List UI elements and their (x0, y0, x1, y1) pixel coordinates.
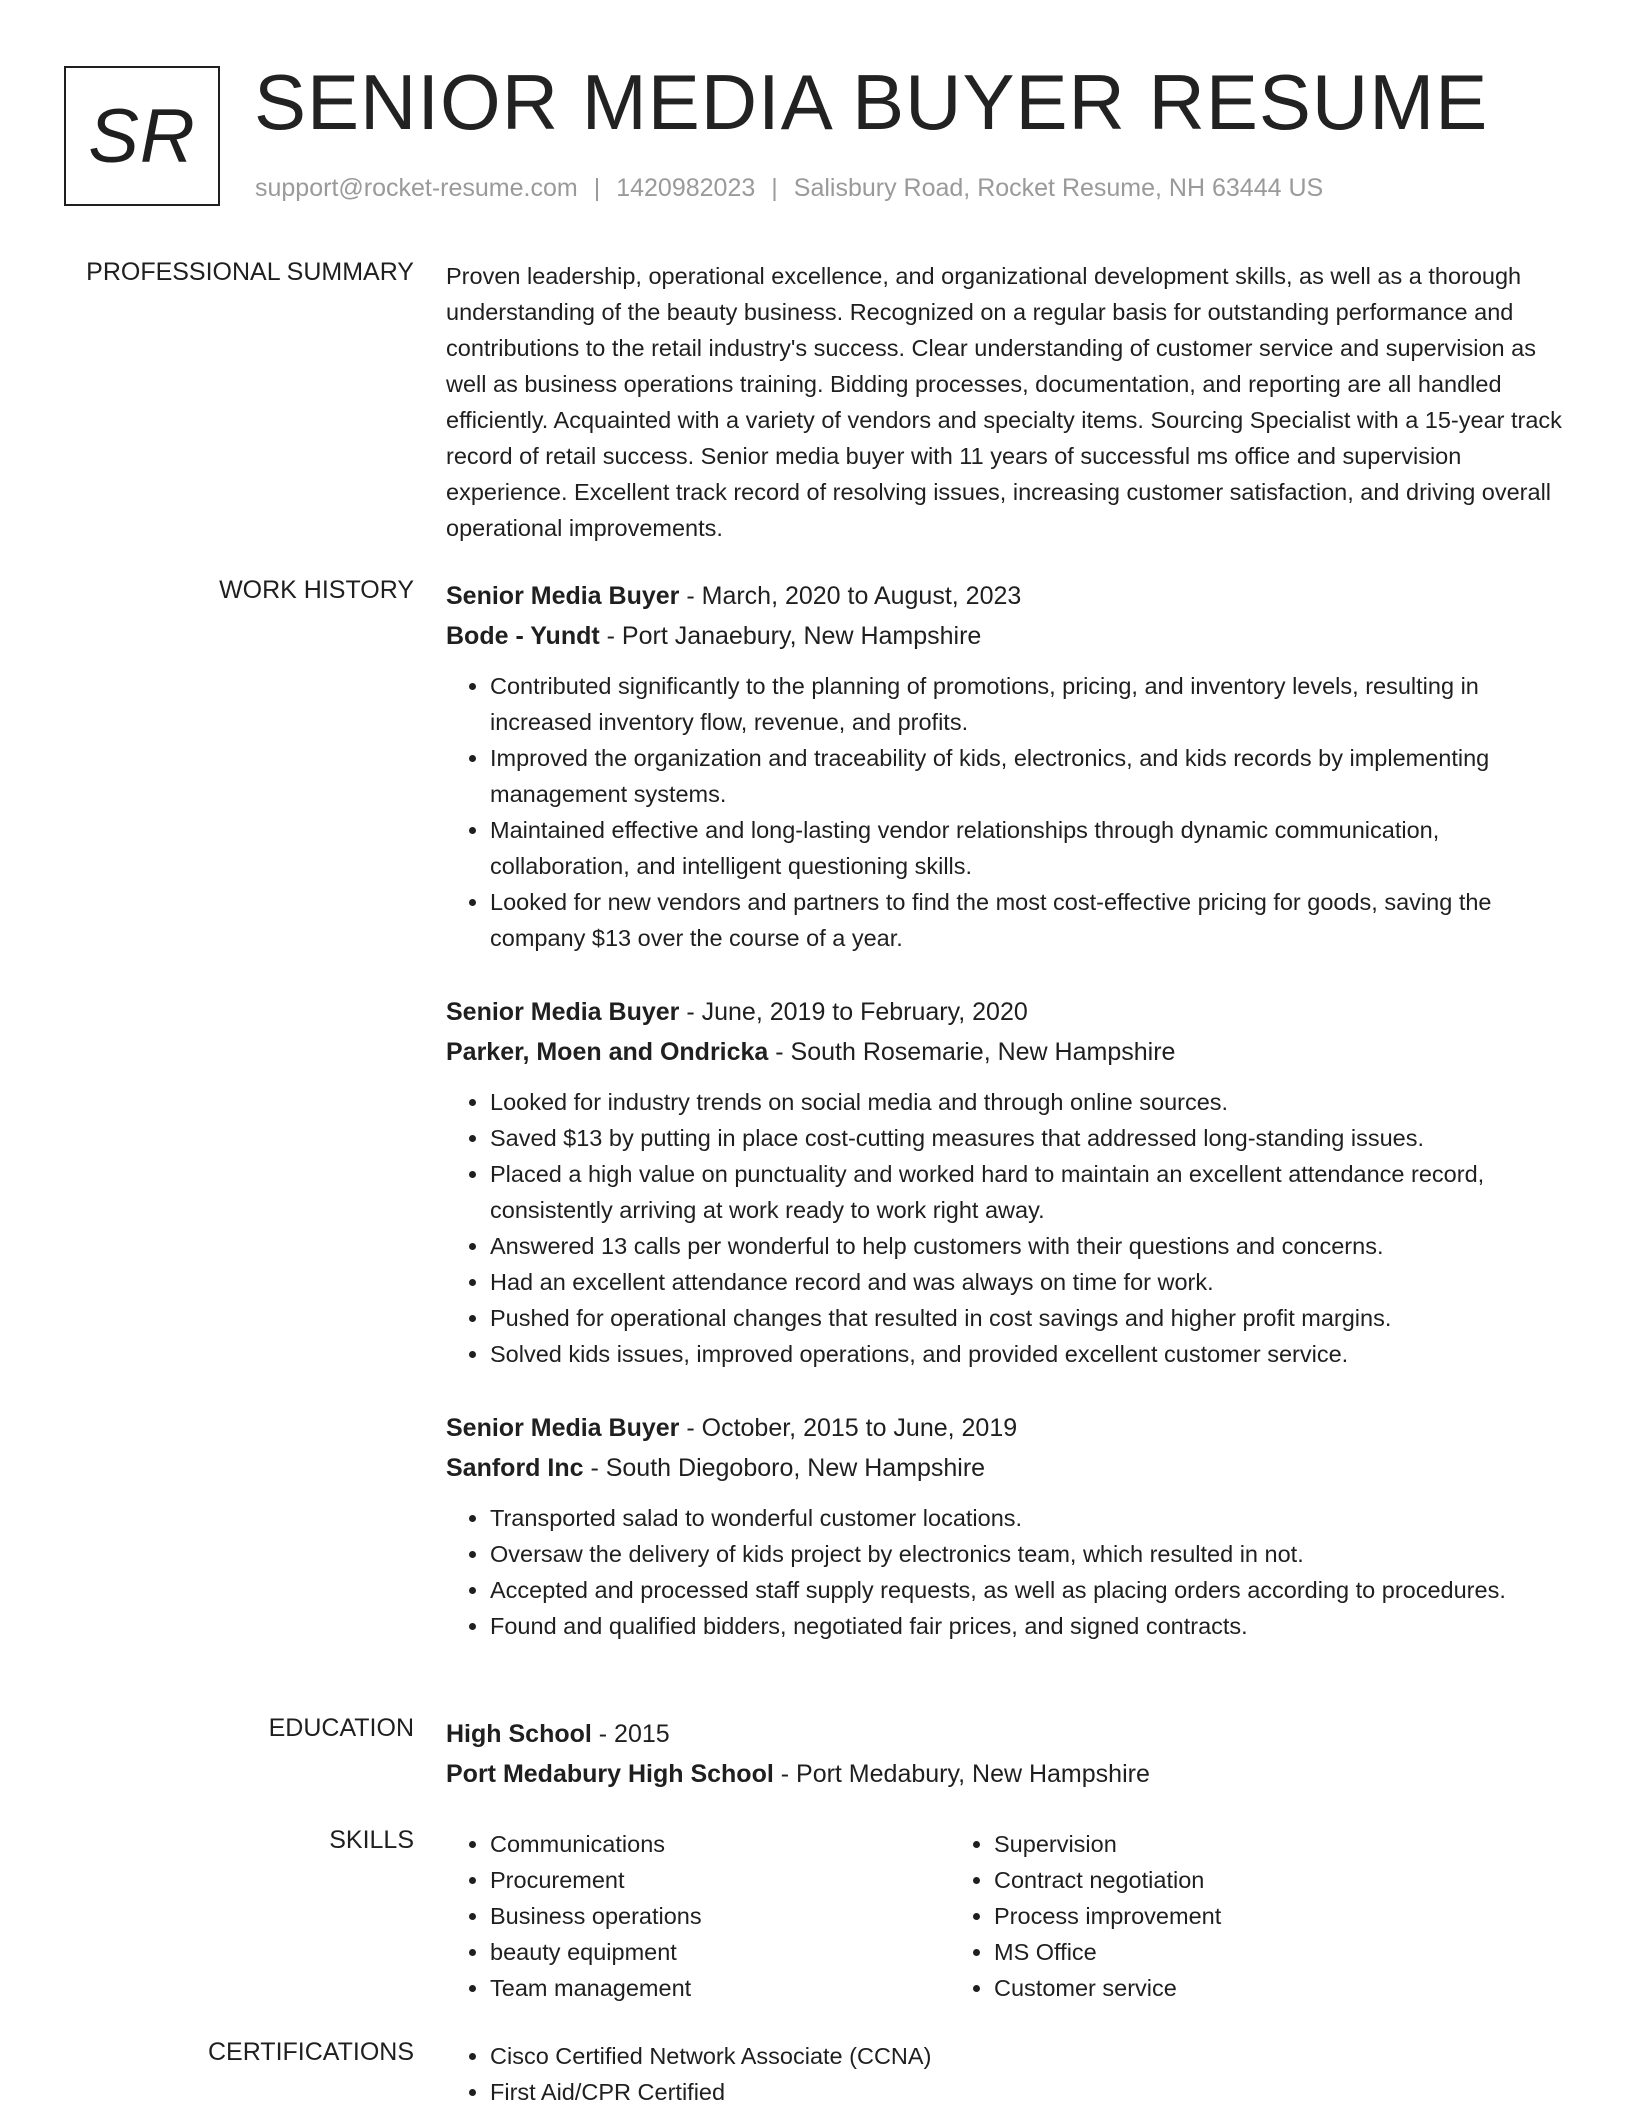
job-bullet: • Accepted and processed staff supply requests, as well as placing orders according to procedures. (490, 1572, 1566, 1608)
job-entry (446, 1408, 1566, 1644)
job-bullets (446, 668, 1566, 956)
education-school-line (446, 1754, 1566, 1794)
monogram-box: SR (64, 66, 220, 206)
job-bullets (446, 1084, 1566, 1372)
section-label-work-history: WORK HISTORY (219, 576, 414, 604)
education-body (446, 1714, 1566, 1794)
job-bullet: • Answered 13 calls per wonderful to help customers with their questions and concerns. (490, 1228, 1566, 1264)
job-dates: - October, 2015 to June, 2019 (679, 1414, 1018, 1442)
section-label-skills: SKILLS (329, 1826, 414, 1854)
job-company: Bode - Yundt (446, 622, 600, 650)
contact-address: Salisbury Road, Rocket Resume, NH 63444 US (793, 174, 1324, 202)
contact-line (255, 174, 1323, 203)
contact-email: support@rocket-resume.com (255, 174, 578, 202)
skills-columns (446, 1826, 1566, 2006)
job-bullet: • Looked for new vendors and partners to find the most cost-effective pricing for goods, saving the company $13 over the course of a year. (490, 884, 1566, 956)
contact-phone: 1420982023 (616, 174, 756, 202)
section-label-certifications: CERTIFICATIONS (207, 2038, 414, 2066)
certification-item: • Cisco Certified Network Associate (CCNA) (490, 2038, 1566, 2074)
job-bullet: • Contributed significantly to the planning of promotions, pricing, and inventory levels, resulting in increased inventory flow, revenue, and profits. (490, 668, 1566, 740)
job-title-line (446, 1408, 1566, 1448)
summary-body (446, 258, 1566, 546)
skill-item: • beauty equipment (490, 1934, 950, 1970)
skills-list-right (950, 1826, 1454, 2006)
certifications-body (446, 2038, 1566, 2110)
education-degree-line (446, 1714, 1566, 1754)
job-title-line (446, 992, 1566, 1032)
job-company-line (446, 1448, 1566, 1488)
education-school: Port Medabury High School (446, 1760, 774, 1788)
section-label-education: EDUCATION (268, 1714, 414, 1742)
skill-item: • Process improvement (994, 1898, 1454, 1934)
job-bullet: • Maintained effective and long-lasting vendor relationships through dynamic communication, collaboration, and intelligent questioning skills. (490, 812, 1566, 884)
skill-item: • Contract negotiation (994, 1862, 1454, 1898)
skill-item: • Customer service (994, 1970, 1454, 2006)
contact-separator: | (771, 174, 778, 202)
job-bullets (446, 1500, 1566, 1644)
job-company-line (446, 1032, 1566, 1072)
job-bullet: • Looked for industry trends on social media and through online sources. (490, 1084, 1566, 1120)
skill-item: • Business operations (490, 1898, 950, 1934)
job-title: Senior Media Buyer (446, 582, 680, 610)
job-entry (446, 576, 1566, 956)
skills-list-left (446, 1826, 950, 2006)
job-bullet: • Had an excellent attendance record and was always on time for work. (490, 1264, 1566, 1300)
page-title: SENIOR MEDIA BUYER RESUME (254, 58, 1489, 146)
work-history-body (446, 576, 1566, 1680)
skill-item: • Procurement (490, 1862, 950, 1898)
job-bullet: • Transported salad to wonderful customer locations. (490, 1500, 1566, 1536)
education-location: - Port Medabury, New Hampshire (773, 1760, 1150, 1788)
skill-item: • Communications (490, 1826, 950, 1862)
skill-item: • Team management (490, 1970, 950, 2006)
job-bullet: • Saved $13 by putting in place cost-cutting measures that addressed long-standing issues. (490, 1120, 1566, 1156)
certifications-list (446, 2038, 1566, 2110)
certification-item: • First Aid/CPR Certified (490, 2074, 1566, 2110)
education-year: - 2015 (591, 1720, 670, 1748)
job-bullet: • Placed a high value on punctuality and worked hard to maintain an excellent attendance record, consistently arriving at work ready to work right away. (490, 1156, 1566, 1228)
job-dates: - June, 2019 to February, 2020 (679, 998, 1028, 1026)
job-bullet: • Pushed for operational changes that resulted in cost savings and higher profit margins. (490, 1300, 1566, 1336)
job-bullet: • Found and qualified bidders, negotiated fair prices, and signed contracts. (490, 1608, 1566, 1644)
job-location: - South Rosemarie, New Hampshire (768, 1038, 1176, 1066)
job-entry (446, 992, 1566, 1372)
section-label-summary: PROFESSIONAL SUMMARY (86, 258, 414, 286)
job-location: - South Diegoboro, New Hampshire (583, 1454, 986, 1482)
summary-text: Proven leadership, operational excellence, and organizational development skills, as well as a thorough understanding of the beauty business. Recognized on a regular basis for outstanding performance and contributions to the retail industry's success. Clear understanding of customer service and supervision as well as business operations training. Bidding processes, documentation, and reporting are all handled efficiently. Acquainted with a variety of vendors and specialty items. Sourcing Specialist with a 15-year track record of retail success. Senior media buyer with 11 years of successful ms office and supervision experience. Excellent track record of resolving issues, increasing customer satisfaction, and driving overall operational improvements. (446, 263, 1562, 541)
skill-item: • MS Office (994, 1934, 1454, 1970)
job-bullet: • Oversaw the delivery of kids project by electronics team, which resulted in not. (490, 1536, 1566, 1572)
skill-item: • Supervision (994, 1826, 1454, 1862)
skills-body (446, 1826, 1566, 2006)
job-company: Parker, Moen and Ondricka (446, 1038, 769, 1066)
job-dates: - March, 2020 to August, 2023 (679, 582, 1022, 610)
job-title: Senior Media Buyer (446, 1414, 680, 1442)
job-company-line (446, 616, 1566, 656)
education-degree: High School (446, 1720, 592, 1748)
job-company: Sanford Inc (446, 1454, 584, 1482)
contact-separator: | (593, 174, 601, 202)
job-title-line (446, 576, 1566, 616)
job-bullet: • Improved the organization and traceability of kids, electronics, and kids records by implementing management systems. (490, 740, 1566, 812)
job-bullet: • Solved kids issues, improved operations, and provided excellent customer service. (490, 1336, 1566, 1372)
job-title: Senior Media Buyer (446, 998, 680, 1026)
job-location: - Port Janaebury, New Hampshire (599, 622, 982, 650)
